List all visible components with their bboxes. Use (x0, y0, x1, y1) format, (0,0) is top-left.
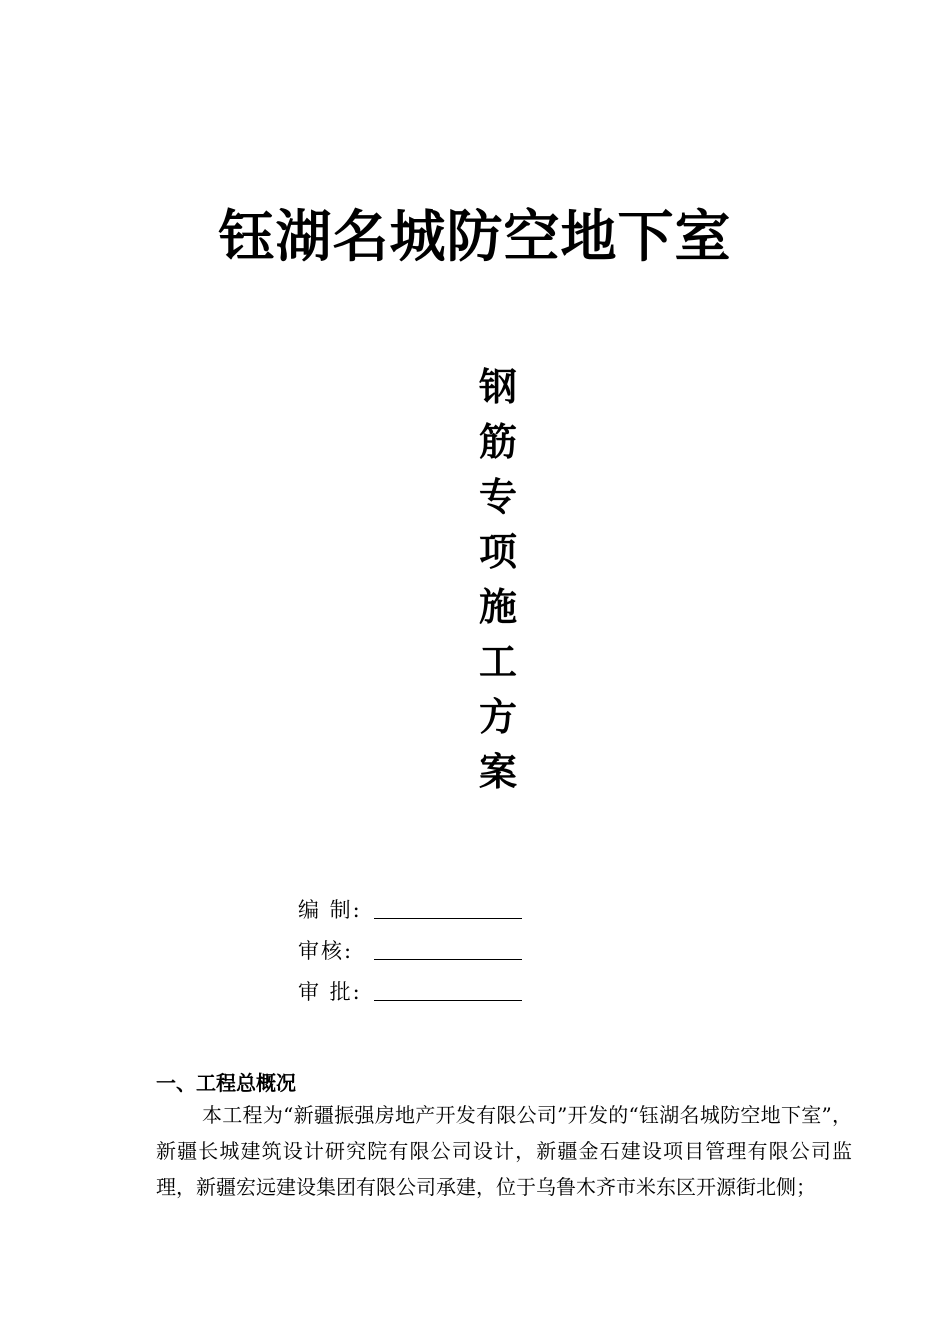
signature-line (374, 977, 522, 1001)
signature-label: 审核: (298, 939, 354, 963)
subtitle-char: 专 (478, 475, 517, 519)
signature-label: 审 批: (298, 980, 362, 1004)
signature-line (374, 936, 522, 960)
subtitle-char: 工 (478, 640, 517, 684)
signature-line (374, 895, 522, 919)
signature-row-compiled (298, 884, 522, 925)
vertical-subtitle (470, 360, 526, 800)
section-heading: 一、工程总概况 (156, 1071, 296, 1095)
subtitle-char: 项 (478, 530, 517, 574)
subtitle-char: 案 (478, 750, 517, 794)
signature-block (298, 884, 522, 1007)
subtitle-char: 施 (478, 585, 517, 629)
signature-label: 编 制: (298, 898, 362, 922)
section-paragraph: 本工程为“新疆振强房地产开发有限公司”开发的“钰湖名城防空地下室”，新疆长城建筑设计研究院有限公司设计，新疆金石建设项目管理有限公司监理，新疆宏远建设集团有限公司承建，位于乌鲁木齐市米东区开源街北侧； (156, 1103, 852, 1199)
subtitle-char: 筋 (478, 420, 517, 464)
signature-row-approved (298, 966, 522, 1007)
subtitle-char: 钢 (478, 365, 517, 409)
subtitle-char: 方 (478, 695, 517, 739)
signature-row-reviewed (298, 925, 522, 966)
document-title: 钰湖名城防空地下室 (218, 205, 732, 270)
